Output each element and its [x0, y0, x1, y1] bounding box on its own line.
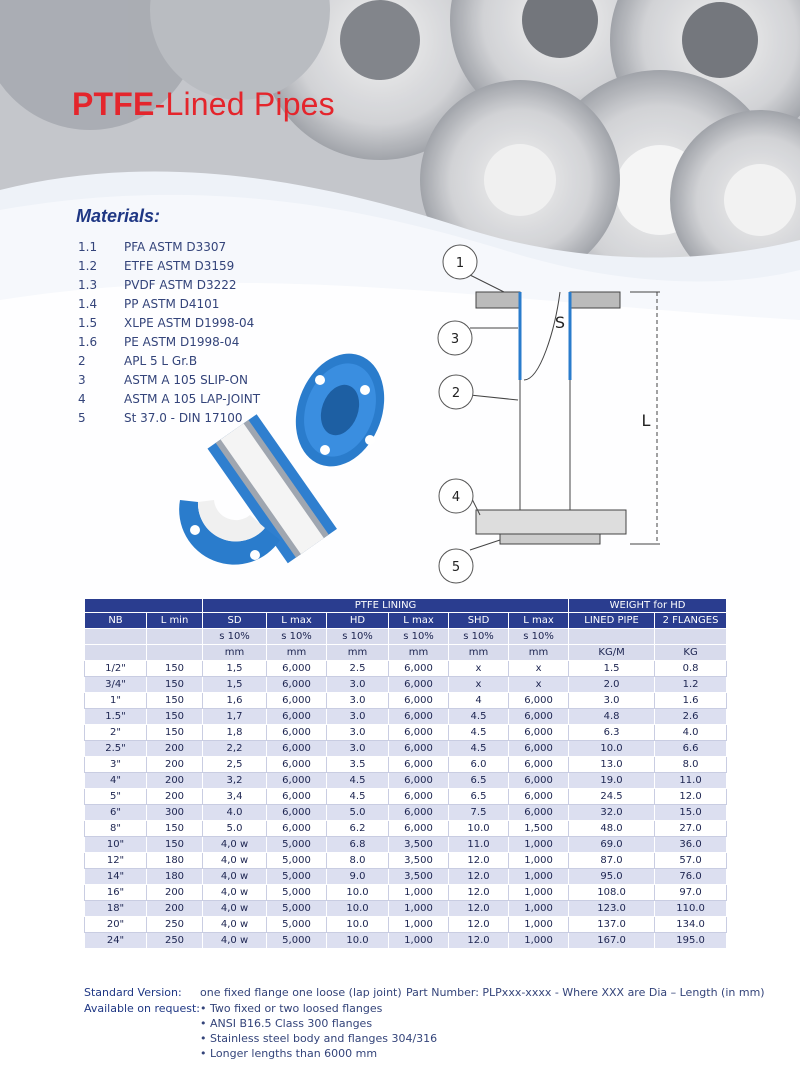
tolerance-cell: s 10% [449, 629, 509, 645]
table-cell: 5,000 [267, 885, 327, 901]
table-cell: 5.0 [327, 805, 389, 821]
material-number: 1.2 [78, 258, 98, 273]
unit-cell: mm [203, 645, 267, 661]
table-cell: 6,000 [267, 741, 327, 757]
table-cell: 13.0 [569, 757, 655, 773]
table-cell: 4,0 w [203, 901, 267, 917]
table-cell: 1,500 [509, 821, 569, 837]
unit-cell: mm [449, 645, 509, 661]
material-item [76, 332, 376, 351]
table-cell: 4,0 w [203, 869, 267, 885]
tolerance-cell: s 10% [389, 629, 449, 645]
table-cell: 1,000 [389, 901, 449, 917]
material-item [76, 294, 376, 313]
table-cell: 8.0 [327, 853, 389, 869]
table-cell: x [449, 661, 509, 677]
table-cell: 97.0 [655, 885, 727, 901]
table-cell: 6.5 [449, 773, 509, 789]
table-cell: 3,500 [389, 853, 449, 869]
available-on-request-label: Available on request: [84, 1002, 201, 1015]
unit-cell: mm [327, 645, 389, 661]
table-cell: 200 [147, 901, 203, 917]
table-cell: 5" [85, 789, 147, 805]
table-cell: 1,000 [509, 853, 569, 869]
table-cell: 48.0 [569, 821, 655, 837]
table-cell: 12.0 [655, 789, 727, 805]
table-cell: 11.0 [655, 773, 727, 789]
group-weight: WEIGHT for HD [569, 599, 727, 613]
material-number: 1.1 [78, 239, 98, 254]
unit-cell: mm [509, 645, 569, 661]
table-cell: 1.5" [85, 709, 147, 725]
table-cell: 2" [85, 725, 147, 741]
table-cell: 10.0 [449, 821, 509, 837]
table-cell: 12.0 [449, 853, 509, 869]
table-cell: 1,5 [203, 661, 267, 677]
table-cell: 3.0 [327, 709, 389, 725]
request-item: • Longer lengths than 6000 mm [200, 1047, 378, 1060]
standard-version-text: one fixed flange one loose (lap joint) [200, 986, 402, 999]
table-cell: 4.0 [655, 725, 727, 741]
callout-2: 2 [451, 386, 461, 401]
material-text: St 37.0 - DIN 17100 [124, 410, 243, 425]
table-cell: 1,000 [389, 885, 449, 901]
table-cell: 2.0 [569, 677, 655, 693]
table-cell: 6" [85, 805, 147, 821]
table-cell: 36.0 [655, 837, 727, 853]
table-cell: 1,6 [203, 693, 267, 709]
table-cell: 2.5 [327, 661, 389, 677]
table-cell: 4,0 w [203, 885, 267, 901]
table-cell: 1/2" [85, 661, 147, 677]
material-text: ASTM A 105 SLIP-ON [124, 372, 248, 387]
column-header: LINED PIPE [569, 613, 655, 629]
table-cell: 4.0 [203, 805, 267, 821]
pipe-section-drawing [420, 230, 700, 590]
table-cell: 1,000 [509, 885, 569, 901]
table-cell: 6,000 [267, 677, 327, 693]
table-cell: 3.5 [327, 757, 389, 773]
table-cell: 4 [449, 693, 509, 709]
table-cell: 180 [147, 853, 203, 869]
table-cell: 200 [147, 757, 203, 773]
table-cell: 195.0 [655, 933, 727, 949]
table-cell: 6,000 [389, 661, 449, 677]
table-cell: 10" [85, 837, 147, 853]
unit-cell: mm [267, 645, 327, 661]
material-text: ETFE ASTM D3159 [124, 258, 235, 273]
table-cell: 3.0 [327, 741, 389, 757]
table-cell: 0.8 [655, 661, 727, 677]
table-cell: 6.8 [327, 837, 389, 853]
table-cell: 10.0 [569, 741, 655, 757]
material-item [76, 313, 376, 332]
table-cell: 27.0 [655, 821, 727, 837]
column-header: SD [203, 613, 267, 629]
tolerance-cell [569, 629, 655, 645]
dimensions-table [84, 598, 727, 949]
table-cell: 32.0 [569, 805, 655, 821]
lined-pipe-illustration [160, 350, 400, 580]
table-cell: 150 [147, 725, 203, 741]
column-header: NB [85, 613, 147, 629]
table-cell: 18" [85, 901, 147, 917]
table-row [85, 853, 727, 869]
material-text: ASTM A 105 LAP-JOINT [124, 391, 261, 406]
table-cell: 1,5 [203, 677, 267, 693]
table-cell: 24.5 [569, 789, 655, 805]
table-cell: 1,000 [389, 933, 449, 949]
table-cell: 2.5" [85, 741, 147, 757]
table-cell: 3.0 [569, 693, 655, 709]
column-header: 2 FLANGES [655, 613, 727, 629]
unit-cell: KG [655, 645, 727, 661]
table-cell: 5,000 [267, 933, 327, 949]
table-cell: 123.0 [569, 901, 655, 917]
material-number: 3 [78, 372, 86, 387]
material-text: XLPE ASTM D1998-04 [124, 315, 255, 330]
table-cell: 2,5 [203, 757, 267, 773]
material-item [76, 256, 376, 275]
table-cell: 3,2 [203, 773, 267, 789]
material-item [76, 275, 376, 294]
table-cell: 250 [147, 933, 203, 949]
material-number: 1.4 [78, 296, 98, 311]
callout-1: 1 [455, 256, 465, 271]
table-cell: 6,000 [389, 805, 449, 821]
table-cell: x [509, 677, 569, 693]
table-cell: 1,000 [509, 933, 569, 949]
table-cell: 5.0 [203, 821, 267, 837]
tolerance-cell: s 10% [267, 629, 327, 645]
table-cell: 1.2 [655, 677, 727, 693]
tolerance-cell [147, 629, 203, 645]
table-cell: 6,000 [267, 725, 327, 741]
table-cell: 12.0 [449, 933, 509, 949]
page-title: PTFE-Lined Pipes [72, 86, 335, 122]
request-item: • Stainless steel body and flanges 304/316 [200, 1032, 438, 1045]
table-row [85, 933, 727, 949]
table-cell: 2,2 [203, 741, 267, 757]
table-cell: x [509, 661, 569, 677]
table-cell: 12.0 [449, 869, 509, 885]
table-row [85, 677, 727, 693]
table-cell: 76.0 [655, 869, 727, 885]
table-cell: 4" [85, 773, 147, 789]
table-cell: 6,000 [267, 757, 327, 773]
table-cell: 12" [85, 853, 147, 869]
material-number: 5 [78, 410, 86, 425]
material-text: PE ASTM D1998-04 [124, 334, 240, 349]
table-row [85, 757, 727, 773]
table-cell: 1,7 [203, 709, 267, 725]
request-item: • Two fixed or two loosed flanges [200, 1002, 383, 1015]
table-cell: 6.5 [449, 789, 509, 805]
table-cell: 3" [85, 757, 147, 773]
table-cell: 3/4" [85, 677, 147, 693]
table-cell: 150 [147, 693, 203, 709]
label-s: S [554, 313, 566, 332]
table-cell: 10.0 [327, 917, 389, 933]
table-cell: 1.6 [655, 693, 727, 709]
table-cell: 6,000 [509, 805, 569, 821]
unit-cell: KG/M [569, 645, 655, 661]
tolerance-cell [655, 629, 727, 645]
table-row [85, 837, 727, 853]
material-number: 2 [78, 353, 86, 368]
table-cell: 110.0 [655, 901, 727, 917]
table-row [85, 917, 727, 933]
materials-heading: Materials: [76, 206, 161, 226]
table-cell: 6,000 [267, 789, 327, 805]
part-number-text: Part Number: PLPxxx-xxxx - Where XXX are Dia – Length (in mm) [406, 986, 765, 999]
table-cell: 1,000 [509, 837, 569, 853]
table-row [85, 725, 727, 741]
table-cell: 6,000 [389, 741, 449, 757]
table-cell: 6,000 [389, 773, 449, 789]
table-cell: 250 [147, 917, 203, 933]
table-cell: 3.0 [327, 677, 389, 693]
dimensions-table-wrap [84, 598, 726, 949]
table-cell: 4.8 [569, 709, 655, 725]
tolerance-cell: s 10% [203, 629, 267, 645]
column-header: L min [147, 613, 203, 629]
table-cell: 6,000 [389, 757, 449, 773]
table-cell: 4.5 [327, 789, 389, 805]
table-cell: 150 [147, 661, 203, 677]
table-cell: 200 [147, 741, 203, 757]
material-text: PVDF ASTM D3222 [124, 277, 237, 292]
table-cell: 2.6 [655, 709, 727, 725]
table-cell: 6.6 [655, 741, 727, 757]
table-cell: 300 [147, 805, 203, 821]
table-cell: 24" [85, 933, 147, 949]
unit-cell: mm [389, 645, 449, 661]
tolerance-cell: s 10% [327, 629, 389, 645]
table-cell: 134.0 [655, 917, 727, 933]
table-cell: 12.0 [449, 885, 509, 901]
table-cell: 6,000 [509, 773, 569, 789]
table-cell: 200 [147, 773, 203, 789]
material-text: PFA ASTM D3307 [124, 239, 227, 254]
table-row [85, 693, 727, 709]
column-header: L max [509, 613, 569, 629]
table-cell: 12.0 [449, 901, 509, 917]
table-cell: 1,000 [509, 869, 569, 885]
table-cell: 1.5 [569, 661, 655, 677]
column-header: L max [267, 613, 327, 629]
material-number: 4 [78, 391, 86, 406]
column-header: SHD [449, 613, 509, 629]
table-cell: 6,000 [389, 725, 449, 741]
table-cell: 6,000 [267, 709, 327, 725]
table-row [85, 869, 727, 885]
table-cell: 8.0 [655, 757, 727, 773]
table-row [85, 661, 727, 677]
table-cell: 6,000 [509, 789, 569, 805]
table-cell: 6,000 [267, 773, 327, 789]
table-cell: 6,000 [509, 757, 569, 773]
table-cell: 6,000 [267, 693, 327, 709]
table-cell: 14" [85, 869, 147, 885]
table-cell: 4,0 w [203, 933, 267, 949]
table-cell: 10.0 [327, 933, 389, 949]
table-cell: 3,500 [389, 869, 449, 885]
table-cell: 19.0 [569, 773, 655, 789]
table-cell: 200 [147, 885, 203, 901]
table-cell: 16" [85, 885, 147, 901]
table-row [85, 741, 727, 757]
material-number: 1.6 [78, 334, 98, 349]
table-cell: 1,8 [203, 725, 267, 741]
table-cell: 4,0 w [203, 917, 267, 933]
table-cell: 4,0 w [203, 853, 267, 869]
table-cell: 95.0 [569, 869, 655, 885]
table-row [85, 805, 727, 821]
table-cell: 57.0 [655, 853, 727, 869]
table-cell: 3.0 [327, 725, 389, 741]
table-cell: 10.0 [327, 885, 389, 901]
table-cell: 5,000 [267, 837, 327, 853]
callout-4: 4 [451, 490, 461, 505]
table-cell: 150 [147, 837, 203, 853]
unit-cell [85, 645, 147, 661]
table-cell: 5,000 [267, 917, 327, 933]
table-cell: 3,500 [389, 837, 449, 853]
table-cell: 87.0 [569, 853, 655, 869]
table-cell: 180 [147, 869, 203, 885]
table-cell: 7.5 [449, 805, 509, 821]
callout-3: 3 [450, 332, 460, 347]
table-cell: 11.0 [449, 837, 509, 853]
table-cell: 6,000 [509, 725, 569, 741]
table-cell: 1" [85, 693, 147, 709]
table-cell: 5,000 [267, 869, 327, 885]
table-cell: 4.5 [449, 725, 509, 741]
table-cell: x [449, 677, 509, 693]
column-header: HD [327, 613, 389, 629]
table-cell: 6,000 [267, 661, 327, 677]
table-cell: 4.5 [449, 741, 509, 757]
table-row [85, 885, 727, 901]
table-row [85, 709, 727, 725]
group-ptfe-lining: PTFE LINING [203, 599, 569, 613]
table-cell: 5,000 [267, 853, 327, 869]
table-cell: 8" [85, 821, 147, 837]
table-cell: 15.0 [655, 805, 727, 821]
table-cell: 20" [85, 917, 147, 933]
table-cell: 10.0 [327, 901, 389, 917]
table-cell: 1,000 [509, 901, 569, 917]
table-cell: 150 [147, 821, 203, 837]
material-number: 1.3 [78, 277, 98, 292]
table-cell: 6,000 [389, 693, 449, 709]
table-row [85, 901, 727, 917]
unit-cell [147, 645, 203, 661]
table-cell: 5,000 [267, 901, 327, 917]
standard-version-label: Standard Version: [84, 986, 182, 999]
material-item [76, 237, 376, 256]
table-cell: 3.0 [327, 693, 389, 709]
table-cell: 6,000 [509, 741, 569, 757]
table-cell: 1,000 [509, 917, 569, 933]
material-text: PP ASTM D4101 [124, 296, 220, 311]
table-cell: 6,000 [509, 693, 569, 709]
table-row [85, 789, 727, 805]
table-cell: 4.5 [327, 773, 389, 789]
table-cell: 4,0 w [203, 837, 267, 853]
table-cell: 6,000 [509, 709, 569, 725]
table-cell: 6,000 [389, 789, 449, 805]
table-cell: 137.0 [569, 917, 655, 933]
material-text: APL 5 L Gr.B [124, 353, 198, 368]
table-cell: 6,000 [389, 677, 449, 693]
table-row [85, 773, 727, 789]
table-cell: 150 [147, 677, 203, 693]
table-cell: 9.0 [327, 869, 389, 885]
table-cell: 12.0 [449, 917, 509, 933]
column-header: L max [389, 613, 449, 629]
table-cell: 6,000 [267, 805, 327, 821]
label-l: L [641, 411, 651, 430]
material-number: 1.5 [78, 315, 98, 330]
table-cell: 1,000 [389, 917, 449, 933]
table-cell: 6,000 [389, 821, 449, 837]
table-cell: 3,4 [203, 789, 267, 805]
request-item: • ANSI B16.5 Class 300 flanges [200, 1017, 373, 1030]
table-cell: 6,000 [267, 821, 327, 837]
table-cell: 6.0 [449, 757, 509, 773]
callout-5: 5 [451, 560, 461, 575]
table-cell: 6.3 [569, 725, 655, 741]
tolerance-cell: s 10% [509, 629, 569, 645]
table-cell: 150 [147, 709, 203, 725]
tolerance-cell [85, 629, 147, 645]
table-cell: 6.2 [327, 821, 389, 837]
table-cell: 108.0 [569, 885, 655, 901]
table-cell: 4.5 [449, 709, 509, 725]
table-row [85, 821, 727, 837]
table-cell: 69.0 [569, 837, 655, 853]
table-cell: 167.0 [569, 933, 655, 949]
table-cell: 6,000 [389, 709, 449, 725]
table-cell: 200 [147, 789, 203, 805]
